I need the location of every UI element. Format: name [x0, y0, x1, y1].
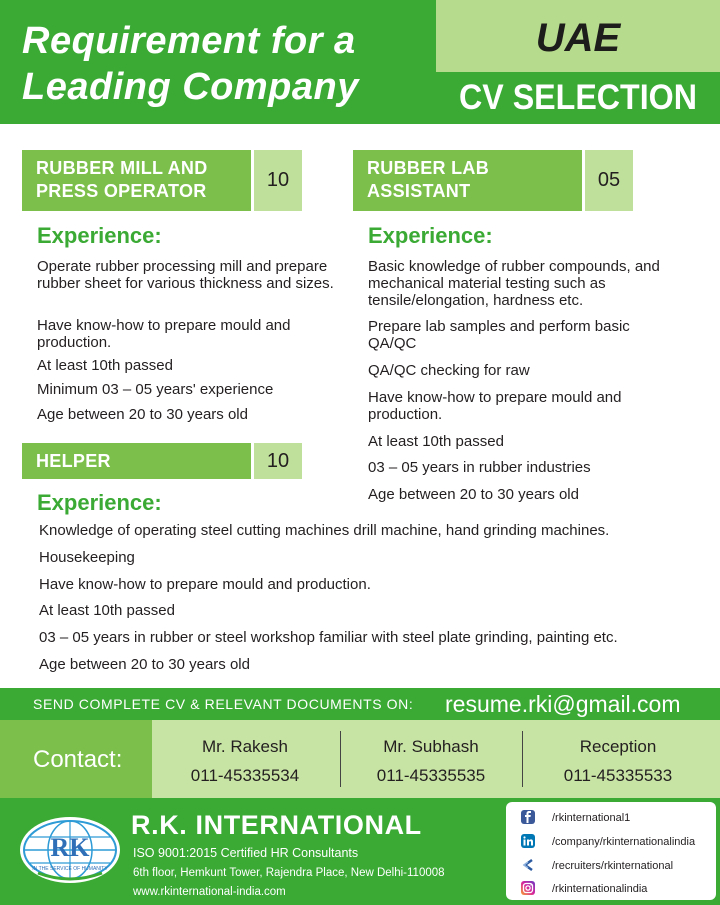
linkedin-handle[interactable]: /company/rkinternationalindia — [552, 836, 696, 848]
job-title-line-1: RUBBER LAB — [367, 158, 489, 178]
contact-phone[interactable]: 011-45335533 — [563, 766, 673, 785]
contact-name: Reception — [579, 737, 657, 756]
company-certification: ISO 9001:2015 Certified HR Consultants — [133, 846, 359, 860]
contact-phone[interactable]: 011-45335534 — [190, 766, 300, 785]
contact-divider — [340, 731, 341, 787]
requirement-item: Have know-how to prepare mould and production. — [37, 317, 291, 351]
job-title-line-2: PRESS OPERATOR — [36, 181, 207, 201]
requirement-item: 03 – 05 years in rubber industries — [368, 459, 591, 476]
contact-name: Mr. Rakesh — [202, 737, 288, 756]
facebook-icon[interactable] — [521, 810, 535, 824]
instagram-handle[interactable]: /rkinternationalindia — [552, 883, 648, 895]
requirement-item: Minimum 03 – 05 years' experience — [37, 381, 274, 398]
requirement-item: Age between 20 to 30 years old — [39, 656, 250, 673]
logo-text: RK — [50, 833, 90, 862]
instagram-icon[interactable] — [521, 881, 535, 895]
job-title-bar-lab-assistant — [353, 150, 582, 211]
experience-heading: Experience: — [37, 223, 162, 248]
logo-tagline: IN THE SERVICE OF HUMANITY — [32, 866, 108, 872]
requirement-item: Operate rubber processing mill and prepare rubber sheet for various thickness and sizes. — [37, 258, 334, 292]
requirement-item: QA/QC checking for raw — [368, 362, 530, 379]
experience-heading: Experience: — [37, 490, 162, 515]
job-count-mill-operator: 10 — [254, 150, 302, 211]
facebook-handle[interactable]: /rkinternational1 — [552, 812, 631, 824]
country-label: UAE — [535, 16, 621, 60]
requirement-item: Housekeeping — [39, 549, 135, 566]
title-line-2: Leading Company — [22, 66, 359, 108]
requirement-item: Have know-how to prepare mould and production. — [39, 576, 371, 593]
experience-heading: Experience: — [368, 223, 493, 248]
send-cv-label: SEND COMPLETE CV & RELEVANT DOCUMENTS ON: — [33, 696, 414, 712]
requirement-item: Prepare lab samples and perform basic QA/QC — [368, 318, 630, 352]
job-count-helper: 10 — [254, 443, 302, 479]
job-count-lab-assistant: 05 — [585, 150, 633, 211]
requirement-item: At least 10th passed — [39, 602, 175, 619]
contact-divider — [522, 731, 523, 787]
title-line-1: Requirement for a — [22, 20, 356, 62]
contact-label: Contact: — [33, 746, 123, 773]
job-title-line-1: HELPER — [36, 451, 111, 471]
company-address: 6th floor, Hemkunt Tower, Rajendra Place, New Delhi-110008 — [133, 867, 445, 879]
job-title-line-1: RUBBER MILL AND — [36, 158, 208, 178]
recruiters-icon[interactable] — [521, 858, 535, 872]
requirement-item: Have know-how to prepare mould and production. — [368, 389, 622, 423]
company-name: R.K. INTERNATIONAL — [131, 810, 422, 840]
requirement-item: Basic knowledge of rubber compounds, and mechanical material testing such as tensile/elongation, hardness etc. — [368, 258, 660, 309]
requirement-item: At least 10th passed — [368, 433, 504, 450]
page-title — [22, 18, 432, 110]
email-link[interactable]: resume.rki@gmail.com — [445, 691, 681, 717]
requirement-item: Age between 20 to 30 years old — [368, 486, 579, 503]
job-title-bar-helper — [22, 443, 251, 479]
linkedin-icon[interactable] — [521, 834, 535, 848]
job-title-bar-mill-operator — [22, 150, 251, 211]
company-website[interactable]: www.rkinternational-india.com — [133, 886, 286, 898]
job-title-line-2: ASSISTANT — [367, 181, 471, 201]
contact-name: Mr. Subhash — [383, 737, 479, 756]
requirement-item: 03 – 05 years in rubber or steel workshop familiar with steel plate grinding, painting etc. — [39, 629, 618, 646]
requirement-item: At least 10th passed — [37, 357, 173, 374]
recruiters-handle[interactable]: /recruiters/rkinternational — [552, 860, 674, 872]
contact-phone[interactable]: 011-45335535 — [376, 766, 486, 785]
subtitle-label: CV SELECTION — [459, 78, 697, 117]
requirement-item: Age between 20 to 30 years old — [37, 406, 248, 423]
requirement-item: Knowledge of operating steel cutting machines drill machine, hand grinding machines. — [39, 522, 610, 539]
